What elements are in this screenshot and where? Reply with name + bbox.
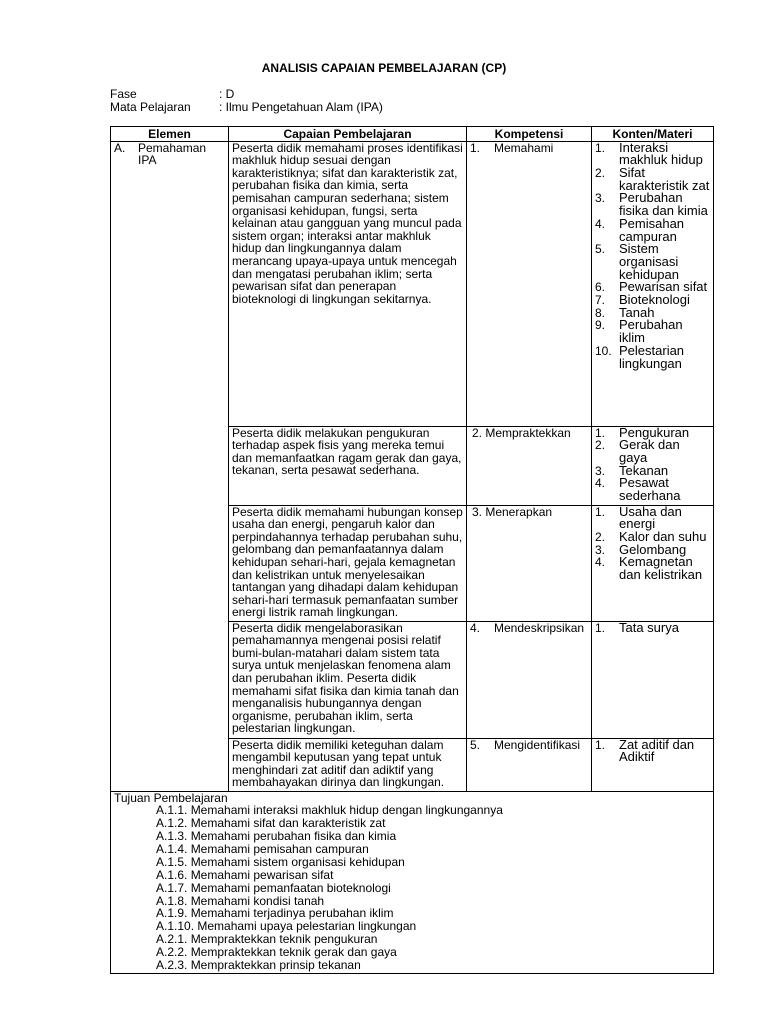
- list-text: Tata surya: [619, 619, 679, 635]
- list-item: A.1.9. Memahami terjadinya perubahan iklim: [156, 906, 394, 921]
- list-text: Pengukuran: [619, 424, 690, 440]
- kompetensi-label: Memahami: [494, 140, 554, 155]
- list-text: Interaksi makhluk hidup: [619, 139, 703, 168]
- list-item: [595, 556, 710, 581]
- list-item: [595, 167, 710, 192]
- list-number: 3.: [595, 191, 606, 206]
- list-number: 3.: [595, 463, 606, 478]
- list-item: A.1.10. Memahami upaya pelestarian lingkungan: [156, 919, 417, 934]
- kompetensi-cell: [467, 505, 592, 621]
- meta-value: : D: [219, 87, 235, 101]
- kompetensi-cell: [467, 738, 592, 791]
- cp-cell: Peserta didik memiliki keteguhan dalam mengambil keputusan yang tepat untuk menghindari zat aditif dan adiktif yang membahayakan dirinya dan lingkungan.: [229, 738, 467, 791]
- cp-cell: Peserta didik mengelaborasikan pemahamannya mengenai posisi relatif bumi-bulan-matahari dalam sistem tata surya untuk menjelaskan fenomena alam dan perubahan iklim. Peserta didik memahami sifat fisika dan kimia tanah dan menganalisis hubungannya dengan organisme, perubahan iklim, serta pelestarian lingkungan.: [229, 621, 467, 738]
- list-item: [595, 342, 710, 371]
- list-number: 2.: [595, 530, 606, 544]
- list-number: 6.: [595, 280, 606, 295]
- list-item: A.1.3. Memahami perubahan fisika dan kimia: [156, 829, 397, 843]
- list-item: A.1.8. Memahami kondisi tanah: [156, 893, 325, 908]
- list-number: 4.: [595, 216, 606, 231]
- kompetensi-cell: [467, 621, 592, 738]
- cp-analysis-table: [110, 126, 714, 974]
- list-text: Perubahan fisika dan kimia: [619, 190, 708, 219]
- list-item: [595, 192, 710, 217]
- list-text: Sifat karakteristik zat: [619, 165, 710, 193]
- list-number: 7.: [595, 293, 606, 308]
- elemen-label: Pemahaman IPA: [138, 140, 207, 168]
- list-text: Sistem organisasi kehidupan: [619, 241, 679, 282]
- list-number: 3.: [595, 542, 606, 557]
- list-item: A.1.1. Memahami interaksi makhluk hidup dengan lingkungannya: [156, 803, 503, 818]
- list-text: Usaha dan energi: [619, 503, 682, 532]
- list-item: [595, 736, 710, 765]
- kompetensi-number: 1.: [470, 140, 481, 155]
- list-item: [595, 215, 710, 244]
- list-item: A.1.6. Memahami pewarisan sifat: [156, 867, 334, 882]
- materi-cell: [592, 426, 714, 505]
- list-number: 9.: [595, 318, 606, 333]
- kompetensi-label: Mendeskripsikan: [494, 620, 585, 635]
- list-number: 1.: [595, 737, 606, 752]
- materi-cell: [592, 505, 714, 621]
- materi-list: [595, 736, 710, 765]
- elemen-number: A.: [114, 140, 126, 155]
- materi-cell: [592, 621, 714, 738]
- list-text: Pewarisan sifat: [619, 279, 708, 295]
- list-number: 2.: [595, 438, 606, 453]
- meta-label: Fase: [110, 87, 137, 101]
- list-number: 8.: [595, 305, 606, 320]
- kompetensi-label: 2. Mempraktekkan: [472, 425, 571, 440]
- kompetensi-cell: [467, 426, 592, 505]
- list-item: [595, 319, 710, 344]
- cp-cell: Peserta didik memahami proses identifikasi makhluk hidup sesuai dengan karakteristiknya; sifat dan karakteristik zat, perubahan fisika dan kimia, serta pemisahan campuran sederhana; sistem organisasi kehidupan, fungsi, serta kelainan atau gangguan yang muncul pada sistem organ; interaksi antar makhluk hidup dan lingkungannya dalam merancang upaya-upaya untuk mencegah dan mengatasi perubahan iklim; serta pewarisan sifat dan penerapan bioteknologi di lingkungan sekitarnya.: [229, 141, 467, 426]
- materi-list: [595, 424, 710, 504]
- list-number: 1.: [595, 504, 606, 519]
- list-number: 1.: [595, 140, 606, 155]
- materi-list: [595, 139, 710, 371]
- list-item: A.1.7. Memahami pemanfaatan bioteknologi: [156, 880, 391, 895]
- header-capaian: Capaian Pembelajaran: [229, 127, 467, 142]
- list-text: Pelestarian lingkungan: [619, 342, 685, 371]
- list-text: Zat aditif dan Adiktif: [619, 736, 695, 765]
- elemen-cell: [111, 141, 229, 791]
- header-kompetensi: Kompetensi: [467, 127, 592, 142]
- list-text: Gelombang: [619, 541, 687, 557]
- document-title: ANALISIS CAPAIAN PEMBELAJARAN (CP): [261, 61, 507, 75]
- list-item: A.1.5. Memahami sistem organisasi kehidupan: [156, 854, 405, 869]
- list-number: 10.: [595, 343, 612, 358]
- tujuan-row: [111, 791, 714, 973]
- tujuan-heading: Tujuan Pembelajaran: [114, 790, 228, 805]
- kompetensi-label: 3. Menerapkan: [472, 504, 553, 519]
- list-text: Tekanan: [619, 462, 669, 478]
- tujuan-cell: [111, 791, 714, 973]
- list-item: [595, 243, 710, 281]
- list-number: 1.: [595, 620, 606, 635]
- list-item: A.1.4. Memahami pemisahan campuran: [156, 841, 369, 856]
- list-item: [595, 503, 710, 532]
- list-text: Perubahan iklim: [619, 317, 683, 346]
- kompetensi-cell: [467, 141, 592, 426]
- list-text: Kemagnetan dan kelistrikan: [619, 554, 703, 583]
- list-item: [595, 477, 710, 502]
- kompetensi-label: Mengidentifikasi: [494, 737, 581, 752]
- header-elemen: Elemen: [111, 127, 229, 142]
- list-number: 5.: [595, 242, 606, 257]
- materi-cell: [592, 738, 714, 791]
- list-number: 4.: [595, 476, 606, 491]
- list-number: 2.: [595, 166, 606, 180]
- list-item: [595, 139, 710, 168]
- list-item: A.1.2. Memahami sifat dan karakteristik zat: [156, 816, 386, 831]
- materi-list: [595, 619, 710, 635]
- list-text: Kalor dan suhu: [619, 529, 707, 544]
- list-text: Pesawat sederhana: [619, 475, 681, 504]
- table-header-row: [111, 127, 714, 142]
- list-item: A.2.2. Mempraktekkan teknik gerak dan gaya: [156, 945, 397, 960]
- header-konten: Konten/Materi: [592, 127, 714, 142]
- materi-cell: [592, 141, 714, 426]
- kompetensi-number: 4.: [470, 620, 481, 635]
- list-item: [595, 439, 710, 464]
- meta-value: : Ilmu Pengetahuan Alam (IPA): [219, 100, 383, 114]
- materi-list: [595, 503, 710, 583]
- list-text: Tanah: [619, 304, 655, 320]
- list-number: 4.: [595, 555, 606, 570]
- list-item: A.2.1. Mempraktekkan teknik pengukuran: [156, 932, 378, 947]
- cp-cell: Peserta didik memahami hubungan konsep usaha dan energi, pengaruh kalor dan perpindahannya terhadap perubahan suhu, gelombang dan pemanfaatannya dalam kehidupan sehari-hari, gejala kemagnetan dan kelistrikan untuk menyelesaikan tantangan yang dihadapi dalam kehidupan sehari-hari termasuk pemanfaatan sumber energi listrik ramah lingkungan.: [229, 505, 467, 621]
- list-item: [595, 619, 710, 635]
- meta-label: Mata Pelajaran: [110, 100, 191, 114]
- list-text: Pemisahan campuran: [619, 215, 685, 244]
- tujuan-list: [114, 804, 710, 972]
- list-number: 1.: [595, 425, 606, 440]
- cp-cell: Peserta didik melakukan pengukuran terhadap aspek fisis yang mereka temui dan memanfaatkan ragam gerak dan gaya, tekanan, serta pesawat sederhana.: [229, 426, 467, 505]
- list-text: Bioteknologi: [619, 292, 690, 308]
- kompetensi-number: 5.: [470, 737, 481, 752]
- list-item: A.2.3. Mempraktekkan prinsip tekanan: [156, 958, 361, 973]
- list-text: Gerak dan gaya: [619, 437, 680, 465]
- table-row: [111, 141, 714, 426]
